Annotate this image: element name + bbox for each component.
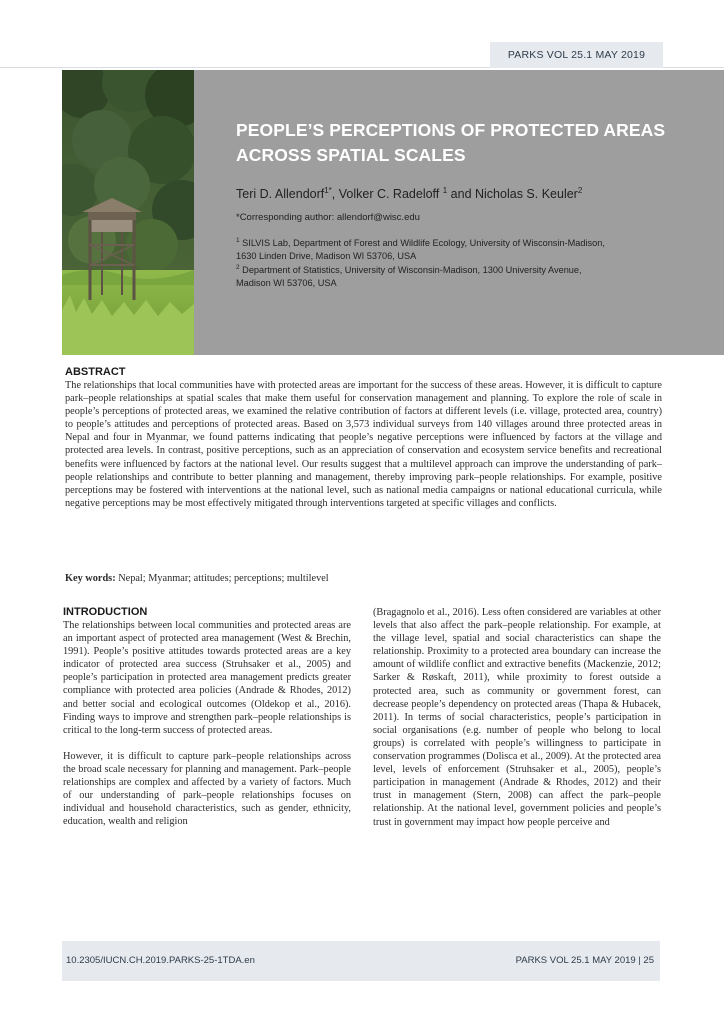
doi-link[interactable]: 10.2305/IUCN.CH.2019.PARKS-25-1TDA.en bbox=[66, 955, 255, 966]
abstract-text: The relationships that local communities have with protected areas are important for the success of these areas. However, it is difficult to capture park–people relationships at spatial scales that make them useful for conservation management and planning. To explore the role of scale in people’s perceptions of protected areas, we examined the relative contribution of factors at different levels (i.e. village, protected area, country) to people’s attitudes and perceptions of protected areas. Based on 3,573 individual surveys from 140 villages around three protected areas in Nepal and four in Myanmar, we found patterns indicating that people’s negative perceptions were influenced by factors at the village and protected area levels. In contrast, positive perceptions, such as an appreciation of conservation and ecosystem service benefits and recreational benefits were influenced by factors at the national level. Our results suggest that a multilevel approach can improve the understanding of park–people relationships and contribute to better planning and management, thereby improving park–people relationships. For example, positive perceptions may be fostered with interventions at the national level, such as national media campaigns or national educational curricula, while negative perceptions may be most effectively mitigated through interventions targeted at specific villages and conflicts. bbox=[65, 380, 662, 509]
intro-paragraph-3: (Bragagnolo et al., 2016). Less often considered are variables at other levels that also affect the park–people relationship. For example, at the village level, spatial and social characteristics can shape the relationship. Proximity to a protected area boundary can increase the amount of wildlife conflict and extractive benefits (Mackenzie, 2012; Sarker & Røskaft, 2011), while proximity to forest outside a protected area, such as community or government forest, can decrease people’s dependency on protected areas (Thapa & Hubacek, 2011). In terms of social characteristics, people’s participation in social organisations (e.g. number of people who belong to local groups) is correlated with people’s willingness to participate in conservation programmes (Dolisca et al., 2009). At the protected area level, levels of enforcement (Struhsaker et al., 2005), people’s participation in management (Andrade & Rhodes, 2012) and their trust in management (Stern, 2008) can affect the park–people relationship. At the national level, government policies and people’s trust in government may impact how people perceive and bbox=[373, 607, 661, 828]
article-header bbox=[236, 118, 696, 289]
corresponding-author: *Corresponding author: allendorf@wisc.edu bbox=[236, 212, 420, 224]
column-left bbox=[63, 606, 351, 828]
page-number: PARKS VOL 25.1 MAY 2019 | 25 bbox=[515, 955, 654, 966]
introduction-heading: INTRODUCTION bbox=[63, 606, 148, 618]
watchtower-photo-icon bbox=[62, 70, 194, 355]
article-title: PEOPLE’S PERCEPTIONS OF PROTECTED AREAS ACROSS SPATIAL SCALES bbox=[236, 120, 666, 165]
abstract-heading: ABSTRACT bbox=[65, 366, 126, 378]
page-footer bbox=[62, 941, 660, 981]
intro-paragraph-2: However, it is difficult to capture park–people relationships across the broad scale necessary for planning and management. Park–people relationships are complex and affected by a variety of factors. Much of our understanding of park–people relationships focuses on individual and household characteristics, such as gender, ethnicity, education, wealth and religion bbox=[63, 750, 351, 828]
header-photo bbox=[62, 70, 194, 355]
abstract-section bbox=[65, 366, 662, 510]
author-list: Teri D. Allendorf$^{1*}$, Volker C. Radeloff $^1$ and Nicholas S. Keuler$^2$ bbox=[236, 186, 583, 202]
journal-issue-tab: PARKS VOL 25.1 MAY 2019 bbox=[490, 42, 663, 68]
keywords: Key words: Nepal; Myanmar; attitudes; perceptions; multilevel bbox=[65, 573, 329, 584]
affiliation-2: $^2$ Department of Statistics, University of Wisconsin-Madison, 1300 University Avenue, Madison WI 53706, USA bbox=[236, 264, 582, 288]
intro-paragraph-1: The relationships between local communities and protected areas are an important aspect of protected area management (West & Brechin, 1991). People’s positive attitudes towards protected areas are a key indicator of protected area success (Struhsaker et al., 2005) and people’s participation in protected area management predicts greater compliance with protected area policies (Andrade & Rhodes, 2012) and better social and ecological outcomes (Oldekop et al., 2016). Finding ways to improve and strengthen park–people relationships is critical to the long-term success of protected areas. bbox=[63, 620, 351, 736]
affiliation-1: $^1$ SILVIS Lab, Department of Forest and Wildlife Ecology, University of Wisconsin-Madison, 1630 Linden Drive, Madison WI 53706, USA bbox=[236, 237, 605, 261]
column-right bbox=[373, 606, 661, 829]
